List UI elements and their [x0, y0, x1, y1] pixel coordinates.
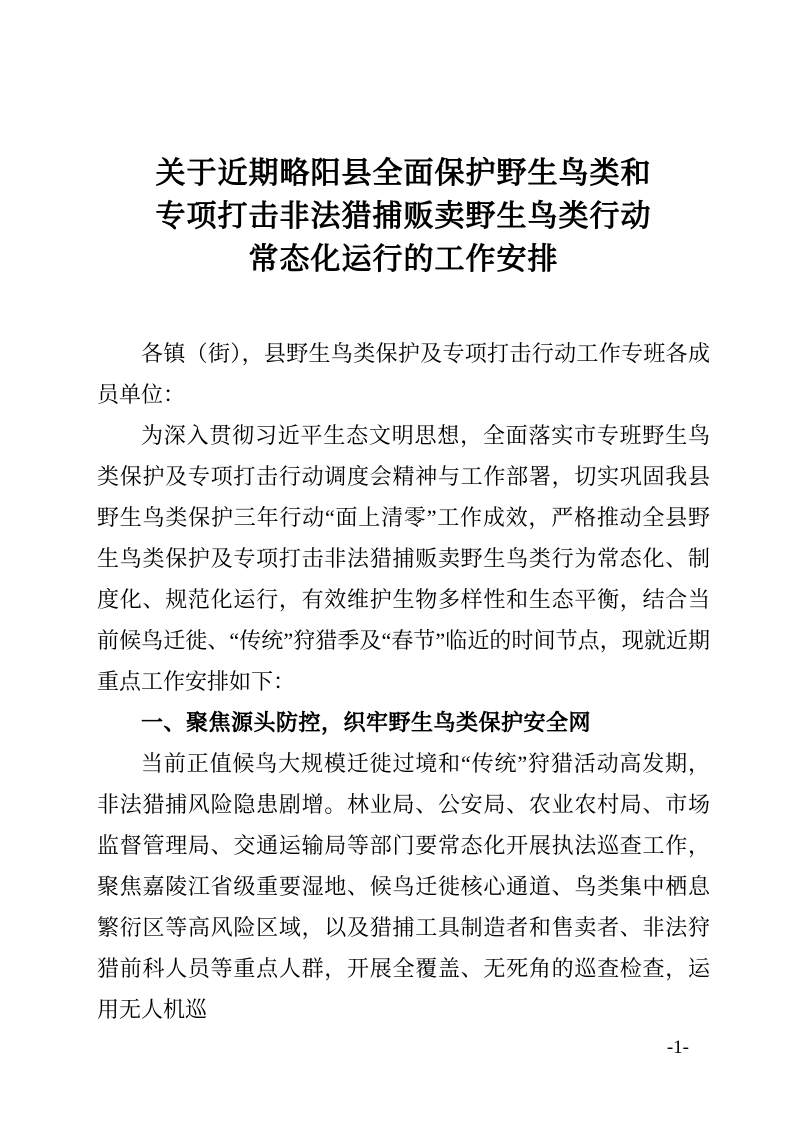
intro-paragraph: 为深入贯彻习近平生态文明思想，全面落实市专班野生鸟类保护及专项打击行动调度会精神与工作部署，切实巩固我县野生鸟类保护三年行动“面上清零”工作成效，严格推动全县野生鸟类保护及专项打击非法猎捕贩卖野生鸟类行为常态化、制度化、规范化运行，有效维护生物多样性和生态平衡，结合当前候鸟迁徙、“传统”狩猎季及“春节”临近的时间节点，现就近期重点工作安排如下： [97, 423, 710, 694]
document-title-line-3: 常态化运行的工作安排 [248, 243, 559, 276]
document-title [97, 152, 710, 281]
page-number: -1- [666, 1037, 689, 1058]
salutation: 各镇（街），县野生鸟类保护及专项打击行动工作专班各成员单位： [97, 341, 710, 407]
section-1-heading: 一、聚焦源头防控，织牢野生鸟类保护安全网 [141, 710, 592, 735]
document-title-line-1: 关于近期略阳县全面保护野生鸟类和 [155, 157, 652, 190]
section-1-body: 当前正值候鸟大规模迁徙过境和“传统”狩猎活动高发期，非法猎捕风险隐患剧增。林业局、公安局、农业农村局、市场监督管理局、交通运输局等部门要常态化开展执法巡查工作，聚焦嘉陵江省级重要湿地、候鸟迁徙核心通道、鸟类集中栖息繁衍区等高风险区域，以及猎捕工具制造者和售卖者、非法狩猎前科人员等重点人群，开展全覆盖、无死角的巡查检查，运用无人机巡 [97, 751, 710, 1022]
document-title-line-2: 专项打击非法猎捕贩卖野生鸟类行动 [155, 200, 652, 233]
document-content [97, 0, 710, 1030]
document-body [97, 333, 710, 1030]
